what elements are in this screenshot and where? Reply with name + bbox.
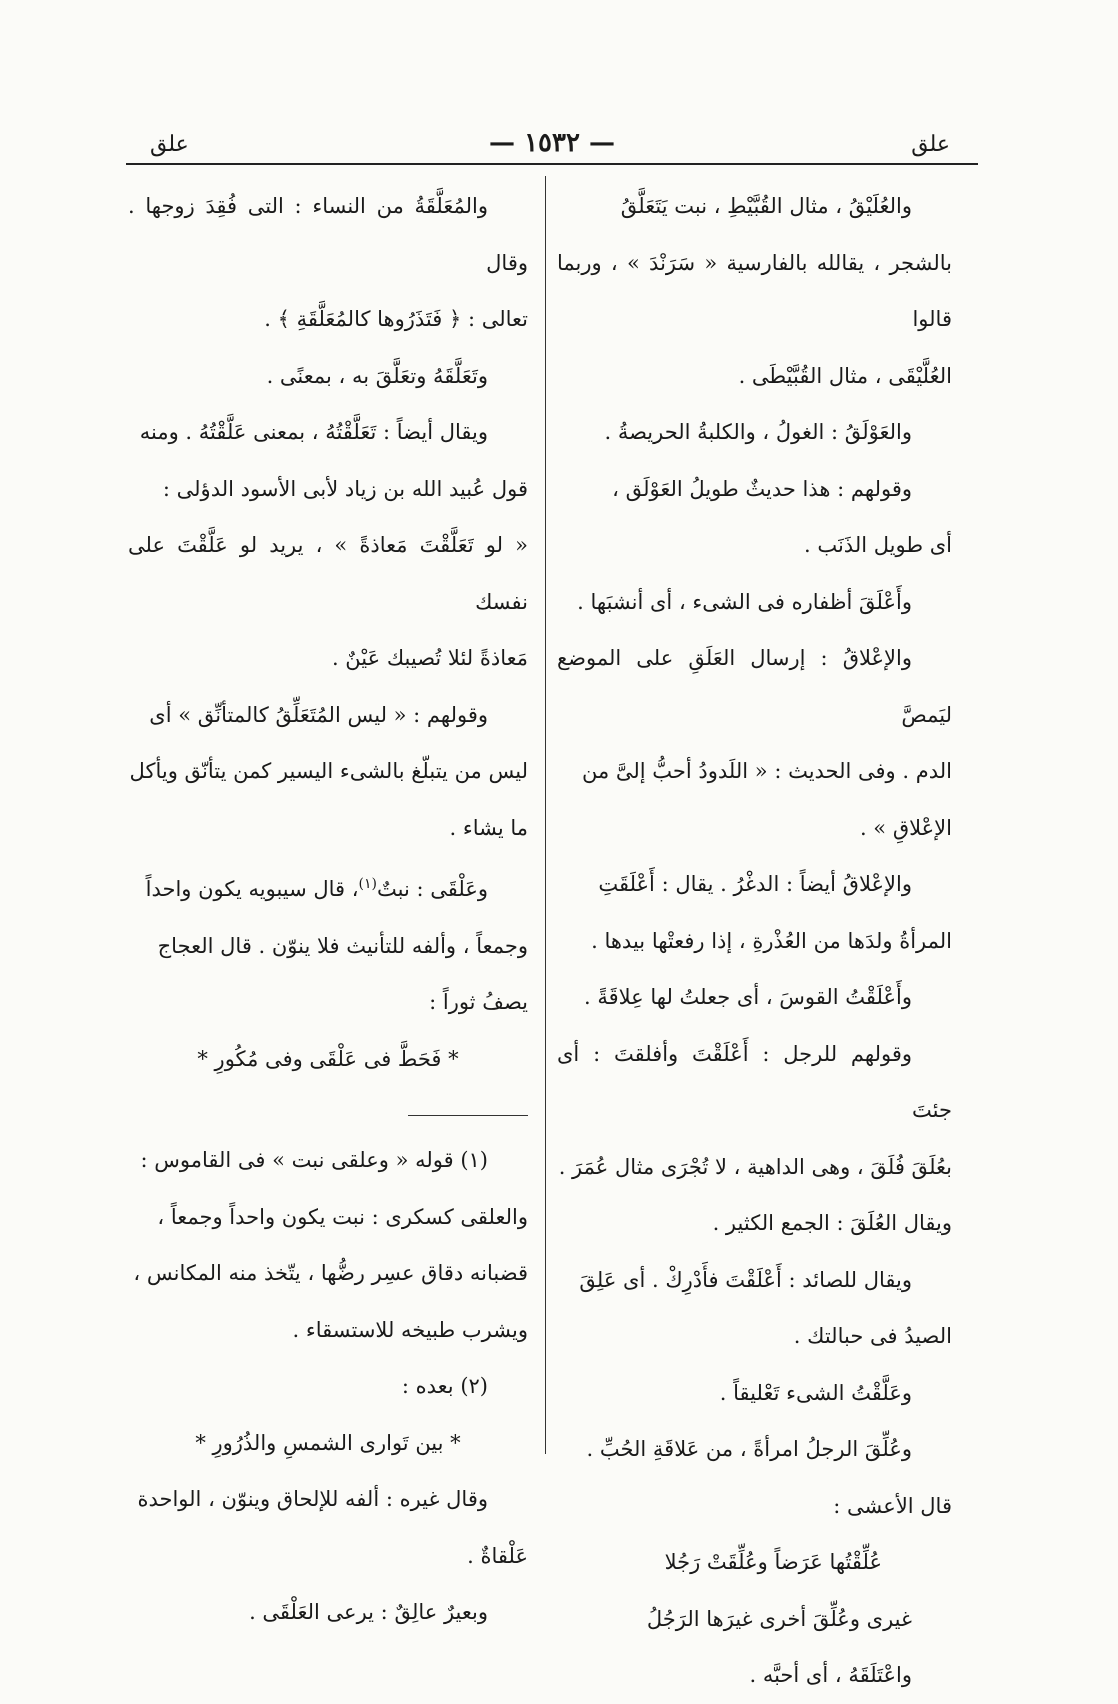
text-line: الإعْلاقِ » .	[859, 815, 952, 840]
verse-line: غيرى وعُلِّقَ أخرى غيرَها الرَجُلُ	[646, 1606, 912, 1631]
text-line: ويقال للصائد : أَعْلَقْتَ فأَدْرِكْ . أى عَلِقَ	[579, 1267, 912, 1292]
running-headword-left: علق	[150, 132, 189, 157]
text-line: وقولهم : هذا حديثٌ طويلُ العَوْلَق ،	[612, 476, 912, 501]
text-line: ما يشاء .	[449, 815, 528, 840]
text-line: والإعْلاقُ : إرسال العَلَقِ على الموضع ليَمصَّ	[557, 646, 952, 727]
footnote-line: (٢) بعده :	[401, 1374, 488, 1398]
text-line	[128, 856, 528, 918]
footnote-line: وقال غيره : ألفه للإلحاق وينوّن ، الواحدة	[137, 1487, 488, 1511]
page-header	[126, 128, 978, 164]
text-line: بالشجر ، يقالله بالفارسية « سَرَنْدَ » ، وربما قالوا	[557, 250, 952, 331]
text-line: قول عُبيد الله بن زياد لأبى الأسود الدؤلى :	[162, 476, 528, 501]
header-rule	[126, 163, 978, 165]
text-line: الدم . وفى الحديث : « اللَدودُ أحبُّ إلىَّ من	[581, 759, 952, 783]
text-line: وقولهم : « ليس المُتَعَلِّقُ كالمتأنِّق » أى	[149, 702, 488, 727]
footnote-line: ويشرب طبيخه للاستسقاء .	[292, 1317, 528, 1342]
text-line: وقولهم للرجل : أَعْلَقْتَ وأفلقتَ : أى جئتَ	[557, 1041, 952, 1122]
footnote-line: (١) قوله « وعلقى نبت » فى القاموس :	[140, 1148, 488, 1172]
verse-line: عُلِّقْتُها عَرَضاً وعُلِّقَتْ رَجُلا	[664, 1550, 882, 1574]
text-line: تعالى : ﴿ فَتَذَرُوها كالمُعَلَّقَةِ ﴾ .	[264, 307, 528, 331]
footnote-line: وبعيرٌ عالِقٌ : يرعى العَلْقَى .	[249, 1600, 488, 1624]
text-line: أى طويل الذَنَب .	[803, 533, 952, 557]
text-line: وعَلَّقْتُ الشىء تَعْليقاً .	[719, 1380, 912, 1405]
text-line: الصيدُ فى حبالتك .	[793, 1324, 952, 1348]
footnote-line: والعلقى كسكرى : نبت يكون واحداً وجمعاً ،	[157, 1204, 528, 1229]
verse-line: * فَحَطَّ فى عَلْقَى وفى مُكُورِ *	[197, 1046, 459, 1071]
footnote-rule	[408, 1115, 528, 1116]
footnote-line: قضبانه دقاق عسِر رضُّها ، يتّخذ منه المكانس ،	[133, 1261, 528, 1285]
column-divider	[545, 176, 546, 1454]
footnote-verse: * بين تَوارى الشمسِ والذُرُورِ *	[195, 1430, 461, 1455]
text-line: العُلَّيْقَى ، مثال القُبَّيْطَى .	[738, 363, 952, 388]
text-line: وتَعَلَّقَهُ وتعَلَّقَ به ، بمعنًى .	[266, 363, 488, 388]
running-headword-right: علق	[911, 132, 950, 157]
text-line: ويقال العُلَقَ : الجمع الكثير .	[712, 1211, 952, 1235]
text-line: وعُلِّقَ الرجلُ امرأةً ، من عَلاقَةِ الحُبِّ .	[586, 1437, 912, 1461]
text-line: بعُلَقَ فُلَقَ ، وهى الداهية ، لا تُجْرَى مثال عُمَرَ .	[558, 1154, 952, 1179]
text-line: وجمعاً ، وألفه للتأنيث فلا ينوّن . قال العجاج	[157, 933, 528, 958]
left-column	[128, 178, 528, 1641]
text-line: وأَعْلَقَ أظفاره فى الشىء ، أى أنشبَها .	[577, 589, 912, 614]
text-line: يصفُ ثوراً :	[429, 990, 528, 1014]
text-line: ليس من يتبلّغ بالشىء اليسير كمن يتأنّق ويأكل	[129, 759, 528, 783]
page-number: — ١٥٣٢ —	[489, 128, 615, 158]
text-line: المرأةُ ولدَها من العُذْرةِ ، إذا رفعتْها بيدها .	[591, 928, 952, 953]
text-fragment: وعَلْقَى : نبتٌ	[377, 877, 488, 901]
text-line: والعُلَيْقُ ، مثال القُبَّيْطِ ، نبت يَتَعَلَّقُ	[620, 194, 912, 218]
text-line: « لو تَعَلَّقْتَ مَعاذةً » ، يريد لو عَلَّقْتَ على نفسك	[128, 533, 528, 614]
text-line: والمُعَلَّقَةُ من النساء : التى فُقِدَ زوجها . وقال	[128, 194, 528, 275]
text-line: قال الأعشى :	[833, 1493, 952, 1518]
text-line: والعَوْلَقُ : الغولُ ، والكلبةُ الحريصةُ .	[604, 420, 912, 444]
right-column	[557, 178, 952, 1704]
footnote-marker: (١)	[358, 876, 378, 892]
footnote-line: عَلْقاةٌ .	[467, 1543, 528, 1568]
text-line: واعْتَلَقَهُ ، أى أحبَّه .	[749, 1663, 912, 1687]
text-line: والإعْلاقُ أيضاً : الدغْرُ . يقال : أَعْلَقَتِ	[598, 872, 912, 896]
text-line: ويقال أيضاً : تَعَلَّقْتُهُ ، بمعنى عَلَّقْتُهُ . ومنه	[139, 420, 488, 444]
text-line: وأَعْلَقْتُ القوسَ ، أى جعلتُ لها عِلاقَةً .	[583, 985, 912, 1009]
text-fragment: ، قال سيبويه يكون واحداً	[145, 877, 359, 901]
text-line: مَعاذةً لئلا تُصيبك عَيْنٌ .	[331, 646, 528, 670]
